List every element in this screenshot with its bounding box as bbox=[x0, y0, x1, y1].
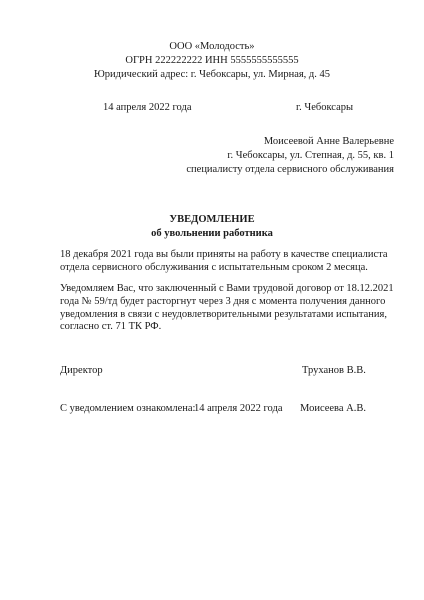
paragraph-line: уведомления в связи с неудовлетворительными результатами испытания, bbox=[60, 308, 387, 320]
addressee-address: г. Чебоксары, ул. Степная, д. 55, кв. 1 bbox=[227, 150, 394, 161]
acknowledgement-label: С уведомлением ознакомлена: bbox=[60, 403, 196, 414]
notice-subtitle: об увольнении работника bbox=[151, 228, 273, 239]
paragraph-line: 18 декабря 2021 года вы были приняты на работу в качестве специалиста bbox=[60, 249, 388, 260]
organization-address: Юридический адрес: г. Чебоксары, ул. Мирная, д. 45 bbox=[93, 69, 331, 80]
body-paragraph-1 bbox=[60, 249, 388, 275]
addressee-name: Моисеевой Анне Валерьевне bbox=[263, 136, 394, 147]
acknowledgement-date: 14 апреля 2022 года bbox=[194, 403, 283, 414]
body-paragraph-2 bbox=[60, 283, 394, 334]
document-date: 14 апреля 2022 года bbox=[103, 102, 192, 113]
paragraph-line: года № 59/тд будет расторгнут через 3 дня с момента получения данного bbox=[60, 295, 386, 307]
organization-name: ООО «Молодость» bbox=[169, 41, 255, 52]
addressee-position: специалисту отдела сервисного обслуживания bbox=[186, 164, 394, 175]
document-city: г. Чебоксары bbox=[296, 102, 354, 113]
paragraph-line: согласно ст. 71 ТК РФ. bbox=[60, 321, 162, 333]
organization-ids: ОГРН 222222222 ИНН 5555555555555 bbox=[125, 55, 299, 66]
notice-title: УВЕДОМЛЕНИЕ bbox=[169, 214, 255, 225]
signatory-name: Труханов В.В. bbox=[302, 365, 366, 376]
signatory-role: Директор bbox=[60, 365, 103, 376]
acknowledgement-name: Моисеева А.В. bbox=[300, 403, 366, 414]
paragraph-line: Уведомляем Вас, что заключенный с Вами трудовой договор от 18.12.2021 bbox=[60, 283, 394, 294]
paragraph-line: отдела сервисного обслуживания с испытательным сроком 2 месяца. bbox=[60, 261, 368, 273]
